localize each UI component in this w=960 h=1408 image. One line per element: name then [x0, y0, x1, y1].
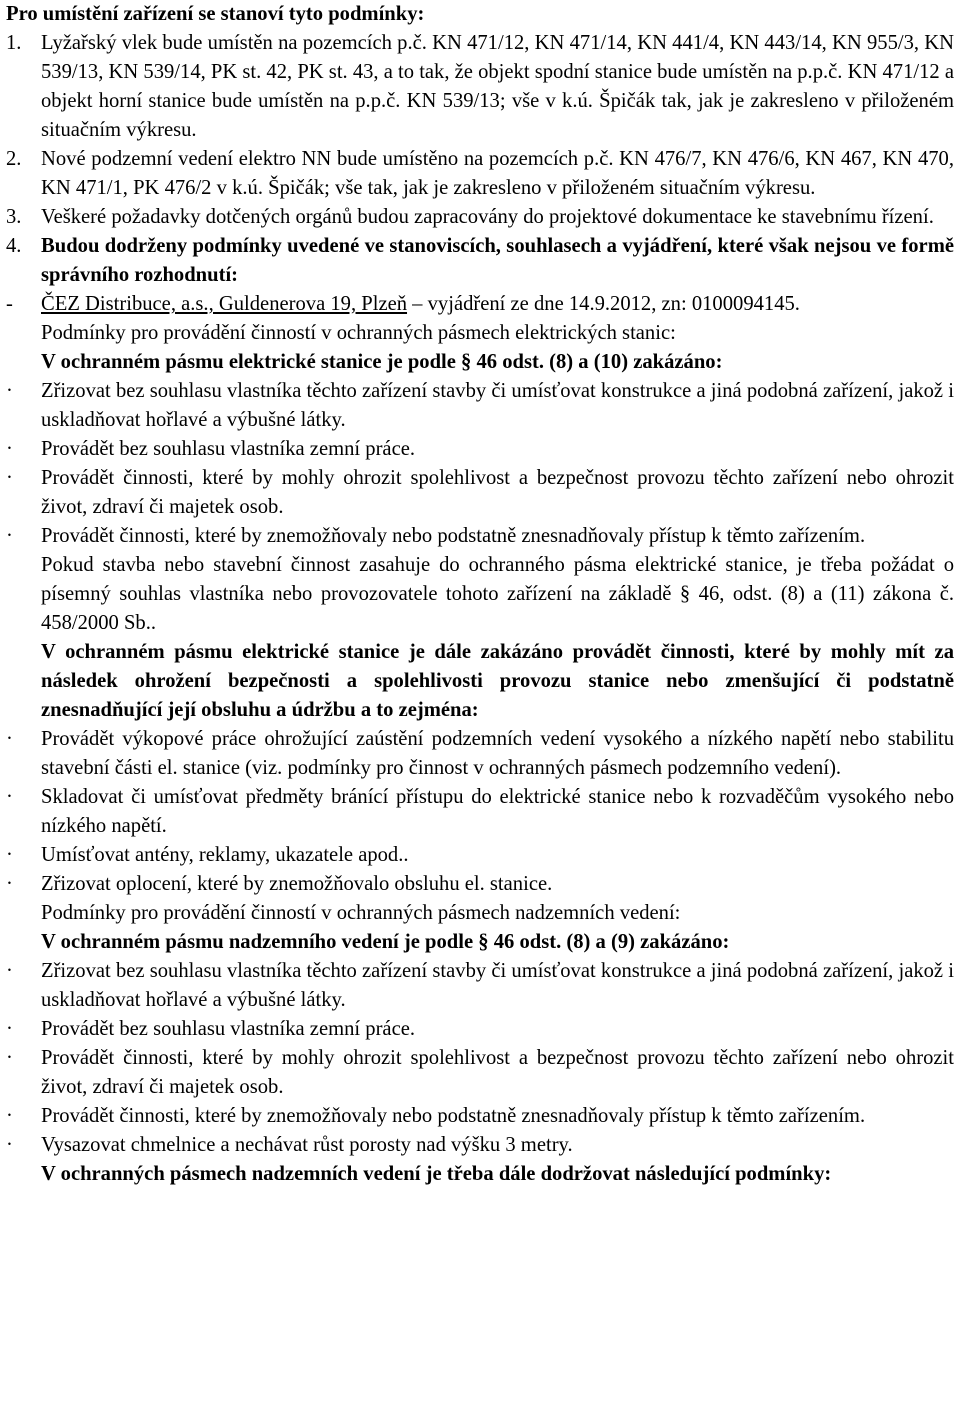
section2-bullet-3 — [6, 1044, 954, 1102]
bullet-text: Provádět činnosti, které by mohly ohrozit spolehlivost a bezpečnost provozu těchto zařízení nebo ohrozit život, zdraví či majetek osob. — [41, 467, 954, 518]
section1-bullet2-1 — [6, 725, 954, 783]
item-text: Nové podzemní vedení elektro NN bude umístěno na pozemcích p.č. KN 476/7, KN 476/6, KN 467, KN 470, KN 471/1, PK 476/2 v k.ú. Špičák; vše tak, jak je zakresleno v přiloženém situačním výkresu. — [41, 148, 954, 199]
section1-paragraph: Pokud stavba nebo stavební činnost zasahuje do ochranného pásma elektrické stanice, je třeba požádat o písemný souhlas vlastníka nebo provozovatele tohoto zařízení na základě § 46, odst. (8) a (11) zákona č. 458/2000 Sb.. — [41, 554, 954, 634]
bullet-text: Vysazovat chmelnice a nechávat růst porosty nad výšku 3 metry. — [41, 1134, 573, 1156]
bullet-text: Zřizovat bez souhlasu vlastníka těchto zařízení stavby či umísťovat konstrukce a jiná podobná zařízení, jakož i uskladňovat hořlavé a výbušné látky. — [41, 380, 954, 431]
section1-intro: Podmínky pro provádění činností v ochranných pásmech elektrických stanic: — [41, 322, 676, 344]
cez-rest: – vyjádření ze dne 14.9.2012, zn: 0100094145. — [407, 293, 800, 315]
bullet-text: Umísťovat antény, reklamy, ukazatele apod.. — [41, 844, 409, 866]
section2-intro: Podmínky pro provádění činností v ochranných pásmech nadzemních vedení: — [41, 902, 681, 924]
bullet-marker: · — [6, 438, 13, 460]
section1-bold-2: V ochranném pásmu elektrické stanice je dále zakázáno provádět činnosti, které by mohly mít za následek ohrožení bezpečnosti a spolehlivosti provozu stanice nebo zmenšující či podstatně znesnadňující její obsluhu a údržbu a to zejména: — [41, 641, 954, 721]
item-number: 1. — [6, 32, 22, 54]
cez-statement — [6, 290, 954, 319]
bullet-marker: · — [6, 1018, 13, 1040]
section2-bullet-1 — [6, 957, 954, 1015]
bullet-marker: · — [6, 728, 13, 750]
page-heading: Pro umístění zařízení se stanoví tyto podmínky: — [6, 3, 425, 25]
cez-name: ČEZ Distribuce, a.s., Guldenerova 19, Plzeň — [41, 293, 408, 315]
list-item-1 — [6, 29, 954, 145]
bullet-marker: · — [6, 960, 13, 982]
item-text: Veškeré požadavky dotčených orgánů budou zapracovány do projektové dokumentace ke stavebnímu řízení. — [41, 206, 934, 228]
section1-bullet-1 — [6, 377, 954, 435]
bullet-marker: · — [6, 525, 13, 547]
section2-bold-2: V ochranných pásmech nadzemních vedení je třeba dále dodržovat následující podmínky: — [41, 1163, 832, 1185]
bullet-marker: · — [6, 873, 13, 895]
bullet-marker: · — [6, 1134, 13, 1156]
bullet-marker: · — [6, 1105, 13, 1127]
bullet-text: Provádět bez souhlasu vlastníka zemní práce. — [41, 438, 415, 460]
section2-bold: V ochranném pásmu nadzemního vedení je podle § 46 odst. (8) a (9) zakázáno: — [41, 931, 730, 953]
dash-marker: - — [6, 293, 13, 315]
bullet-text: Zřizovat bez souhlasu vlastníka těchto zařízení stavby či umísťovat konstrukce a jiná podobná zařízení, jakož i uskladňovat hořlavé a výbušné látky. — [41, 960, 954, 1011]
list-item-2 — [6, 145, 954, 203]
bullet-marker: · — [6, 380, 13, 402]
section1-bullet-3 — [6, 464, 954, 522]
section1-bullet-4 — [6, 522, 954, 551]
bullet-marker: · — [6, 1047, 13, 1069]
bullet-marker: · — [6, 786, 13, 808]
section1-bullet2-4 — [6, 870, 954, 899]
section2-bullet-4 — [6, 1102, 954, 1131]
bullet-marker: · — [6, 467, 13, 489]
section1-bold: V ochranném pásmu elektrické stanice je podle § 46 odst. (8) a (10) zakázáno: — [41, 351, 723, 373]
bullet-marker: · — [6, 844, 13, 866]
section2-bullet-5 — [6, 1131, 954, 1160]
bullet-text: Skladovat či umísťovat předměty bránící přístupu do elektrické stanice nebo k rozvaděčům vysokého nebo nízkého napětí. — [41, 786, 954, 837]
item-number: 3. — [6, 206, 22, 228]
item-number: 2. — [6, 148, 22, 170]
section2-bullet-2 — [6, 1015, 954, 1044]
list-item-4 — [6, 232, 954, 290]
bullet-text: Provádět činnosti, které by mohly ohrozit spolehlivost a bezpečnost provozu těchto zařízení nebo ohrozit život, zdraví či majetek osob. — [41, 1047, 954, 1098]
list-item-3 — [6, 203, 954, 232]
bullet-text: Provádět výkopové práce ohrožující zaústění podzemních vedení vysokého a nízkého napětí nebo stabilitu stavební části el. stanice (viz. podmínky pro činnost v ochranných pásmech podzemního vedení). — [41, 728, 954, 779]
section1-bullet-2 — [6, 435, 954, 464]
item-number: 4. — [6, 235, 22, 257]
bullet-text: Provádět činnosti, které by znemožňovaly nebo podstatně znesnadňovaly přístup k těmto zařízením. — [41, 1105, 866, 1127]
section1-bullet2-3 — [6, 841, 954, 870]
bullet-text: Provádět činnosti, které by znemožňovaly nebo podstatně znesnadňovaly přístup k těmto zařízením. — [41, 525, 866, 547]
section1-bullet2-2 — [6, 783, 954, 841]
bullet-text: Zřizovat oplocení, které by znemožňovalo obsluhu el. stanice. — [41, 873, 553, 895]
bullet-text: Provádět bez souhlasu vlastníka zemní práce. — [41, 1018, 415, 1040]
item-text: Budou dodrženy podmínky uvedené ve stanoviscích, souhlasech a vyjádření, které však nejsou ve formě správního rozhodnutí: — [41, 235, 954, 286]
item-text: Lyžařský vlek bude umístěn na pozemcích p.č. KN 471/12, KN 471/14, KN 441/4, KN 443/14, KN 955/3, KN 539/13, KN 539/14, PK st. 42, PK st. 43, a to tak, že objekt spodní stanice bude umístěn na p.p.č. KN 471/12 a objekt horní stanice bude umístěn na p.p.č. KN 539/13; vše v k.ú. Špičák tak, jak je zakresleno v přiloženém situačním výkresu. — [41, 32, 954, 141]
